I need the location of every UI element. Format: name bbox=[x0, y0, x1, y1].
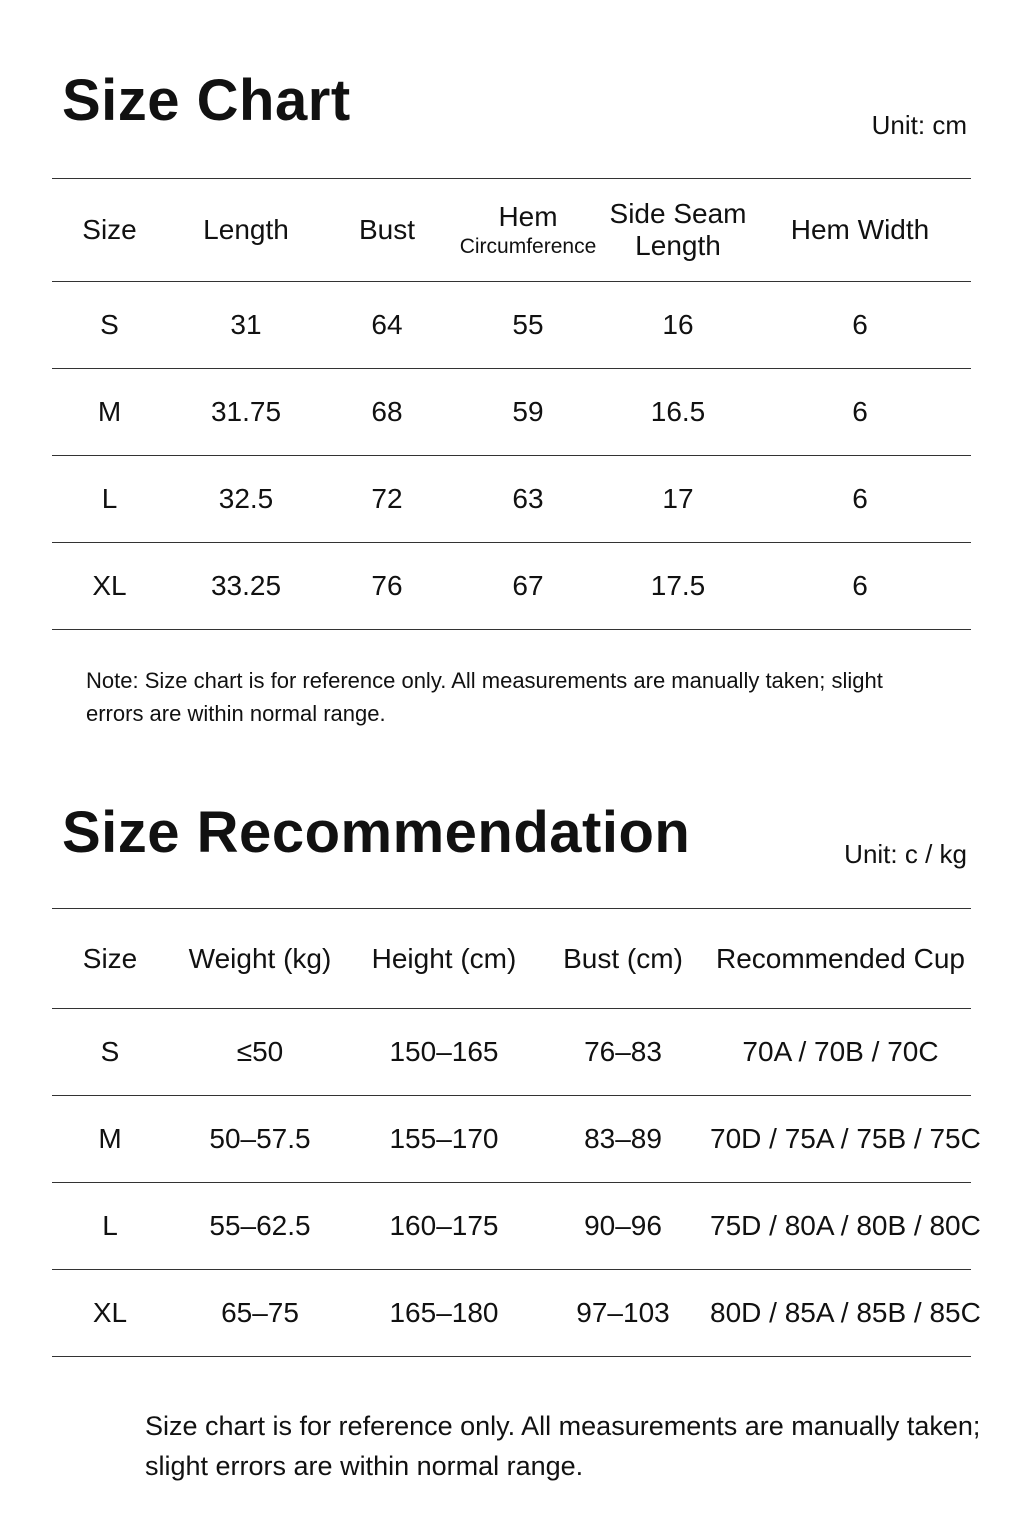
header-hem-main: Hem bbox=[498, 201, 558, 232]
cell-hem-circumference: 63 bbox=[449, 456, 607, 543]
cell-height: 150–165 bbox=[352, 1009, 536, 1096]
header-recommended-cup: Recommended Cup bbox=[710, 909, 971, 1009]
cell-length: 33.25 bbox=[167, 543, 325, 630]
header-size: Size bbox=[52, 179, 167, 282]
table-row bbox=[52, 543, 971, 630]
size-recommendation-title: Size Recommendation bbox=[62, 800, 691, 865]
table-row bbox=[52, 369, 971, 456]
header-side-seam-line2: Length bbox=[635, 230, 721, 261]
cell-size: L bbox=[52, 1183, 168, 1270]
header-height: Height (cm) bbox=[352, 909, 536, 1009]
header-hem-width: Hem Width bbox=[749, 179, 971, 282]
cell-side-seam-length: 17.5 bbox=[607, 543, 749, 630]
table-row bbox=[52, 1009, 971, 1096]
cell-size: M bbox=[52, 1096, 168, 1183]
cell-bust: 90–96 bbox=[536, 1183, 710, 1270]
table-row bbox=[52, 1183, 971, 1270]
header-side-seam-line1: Side Seam bbox=[609, 198, 747, 229]
cell-recommended-cup: 80D / 85A / 85B / 85C bbox=[710, 1270, 971, 1357]
cell-side-seam-length: 16 bbox=[607, 282, 749, 369]
cell-hem-circumference: 55 bbox=[449, 282, 607, 369]
table-row bbox=[52, 1096, 971, 1183]
cell-size: L bbox=[52, 456, 167, 543]
cell-height: 160–175 bbox=[352, 1183, 536, 1270]
size-chart-header-row bbox=[52, 179, 971, 282]
header-bust: Bust bbox=[325, 179, 449, 282]
cell-size: M bbox=[52, 369, 167, 456]
cell-size: XL bbox=[52, 543, 167, 630]
cell-bust: 97–103 bbox=[536, 1270, 710, 1357]
cell-recommended-cup: 75D / 80A / 80B / 80C bbox=[710, 1183, 971, 1270]
header-length: Length bbox=[167, 179, 325, 282]
header-side-seam-length bbox=[607, 179, 749, 282]
size-chart-unit: Unit: cm bbox=[871, 110, 967, 140]
cell-hem-width: 6 bbox=[749, 543, 971, 630]
cell-hem-width: 6 bbox=[749, 369, 971, 456]
size-recommendation-note: Size chart is for reference only. All measurements are manually taken; slight errors are within normal range. bbox=[145, 1411, 981, 1481]
size-chart-note: Note: Size chart is for reference only. All measurements are manually taken; slight errors are within normal range. bbox=[86, 668, 883, 726]
size-chart-table bbox=[52, 178, 971, 630]
table-row bbox=[52, 1270, 971, 1357]
cell-hem-circumference: 67 bbox=[449, 543, 607, 630]
cell-size: S bbox=[52, 282, 167, 369]
recommendation-header-row bbox=[52, 909, 971, 1009]
cell-bust: 64 bbox=[325, 282, 449, 369]
cell-hem-width: 6 bbox=[749, 456, 971, 543]
size-chart-title: Size Chart bbox=[62, 68, 351, 133]
cell-height: 155–170 bbox=[352, 1096, 536, 1183]
cell-length: 32.5 bbox=[167, 456, 325, 543]
cell-height: 165–180 bbox=[352, 1270, 536, 1357]
cell-hem-width: 6 bbox=[749, 282, 971, 369]
table-row bbox=[52, 456, 971, 543]
header-hem-circumference bbox=[449, 179, 607, 282]
cell-side-seam-length: 16.5 bbox=[607, 369, 749, 456]
cell-size: XL bbox=[52, 1270, 168, 1357]
size-recommendation-table bbox=[52, 908, 981, 1357]
cell-hem-circumference: 59 bbox=[449, 369, 607, 456]
header-size: Size bbox=[52, 909, 168, 1009]
cell-length: 31 bbox=[167, 282, 325, 369]
header-hem-sub: Circumference bbox=[459, 235, 597, 258]
cell-recommended-cup: 70D / 75A / 75B / 75C bbox=[710, 1096, 971, 1183]
header-bust: Bust (cm) bbox=[536, 909, 710, 1009]
cell-bust: 68 bbox=[325, 369, 449, 456]
cell-length: 31.75 bbox=[167, 369, 325, 456]
header-weight: Weight (kg) bbox=[168, 909, 352, 1009]
cell-size: S bbox=[52, 1009, 168, 1096]
cell-recommended-cup: 70A / 70B / 70C bbox=[710, 1009, 971, 1096]
cell-bust: 76 bbox=[325, 543, 449, 630]
cell-weight: 55–62.5 bbox=[168, 1183, 352, 1270]
cell-weight: 65–75 bbox=[168, 1270, 352, 1357]
size-recommendation-unit: Unit: c / kg bbox=[844, 839, 967, 869]
cell-weight: ≤50 bbox=[168, 1009, 352, 1096]
cell-side-seam-length: 17 bbox=[607, 456, 749, 543]
cell-bust: 83–89 bbox=[536, 1096, 710, 1183]
cell-bust: 76–83 bbox=[536, 1009, 710, 1096]
cell-bust: 72 bbox=[325, 456, 449, 543]
table-row bbox=[52, 282, 971, 369]
cell-weight: 50–57.5 bbox=[168, 1096, 352, 1183]
